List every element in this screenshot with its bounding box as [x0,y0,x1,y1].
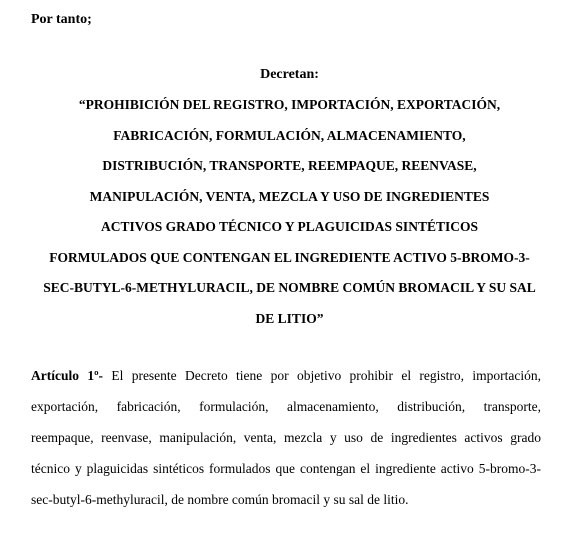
article-heading: Artículo 1º- [31,368,104,383]
decree-title [0,96,579,340]
intro-text: Por tanto; [31,12,92,27]
article-first-line-text: El presente Decreto tiene por objetivo prohibir el registro, importación, [103,368,541,383]
article-line [31,367,541,398]
article-line: exportación, fabricación, formulación, almacenamiento, distribución, transporte, [31,399,541,414]
decree-title-line: FORMULADOS QUE CONTENGAN EL INGREDIENTE ACTIVO 5-BROMO-3- [49,249,530,265]
decree-heading: Decretan: [260,67,319,82]
article-line: técnico y plaguicidas sintéticos formulados que contengan el ingrediente activo 5-bromo-3- [31,461,541,476]
decree-title-line: ACTIVOS GRADO TÉCNICO Y PLAGUICIDAS SINTÉTICOS [101,219,478,234]
article-line: sec-butyl-6-methyluracil, de nombre común bromacil y su sal de litio. [31,492,409,507]
article-line: reempaque, reenvase, manipulación, venta, mezcla y uso de ingredientes activos grado [31,430,541,445]
decree-title-line: MANIPULACIÓN, VENTA, MEZCLA Y USO DE INGREDIENTES [89,188,490,204]
decree-title-line: SEC-BUTYL-6-METHYLURACIL, DE NOMBRE COMÚN BROMACIL Y SU SAL [43,280,536,295]
decree-title-line: FABRICACIÓN, FORMULACIÓN, ALMACENAMIENTO, [113,127,466,143]
decree-title-line: DISTRIBUCIÓN, TRANSPORTE, REEMPAQUE, REENVASE, [102,158,477,173]
decree-title-line: DE LITIO” [255,310,324,326]
article-1 [31,367,541,522]
decree-title-line: “PROHIBICIÓN DEL REGISTRO, IMPORTACIÓN, EXPORTACIÓN, [78,97,501,112]
